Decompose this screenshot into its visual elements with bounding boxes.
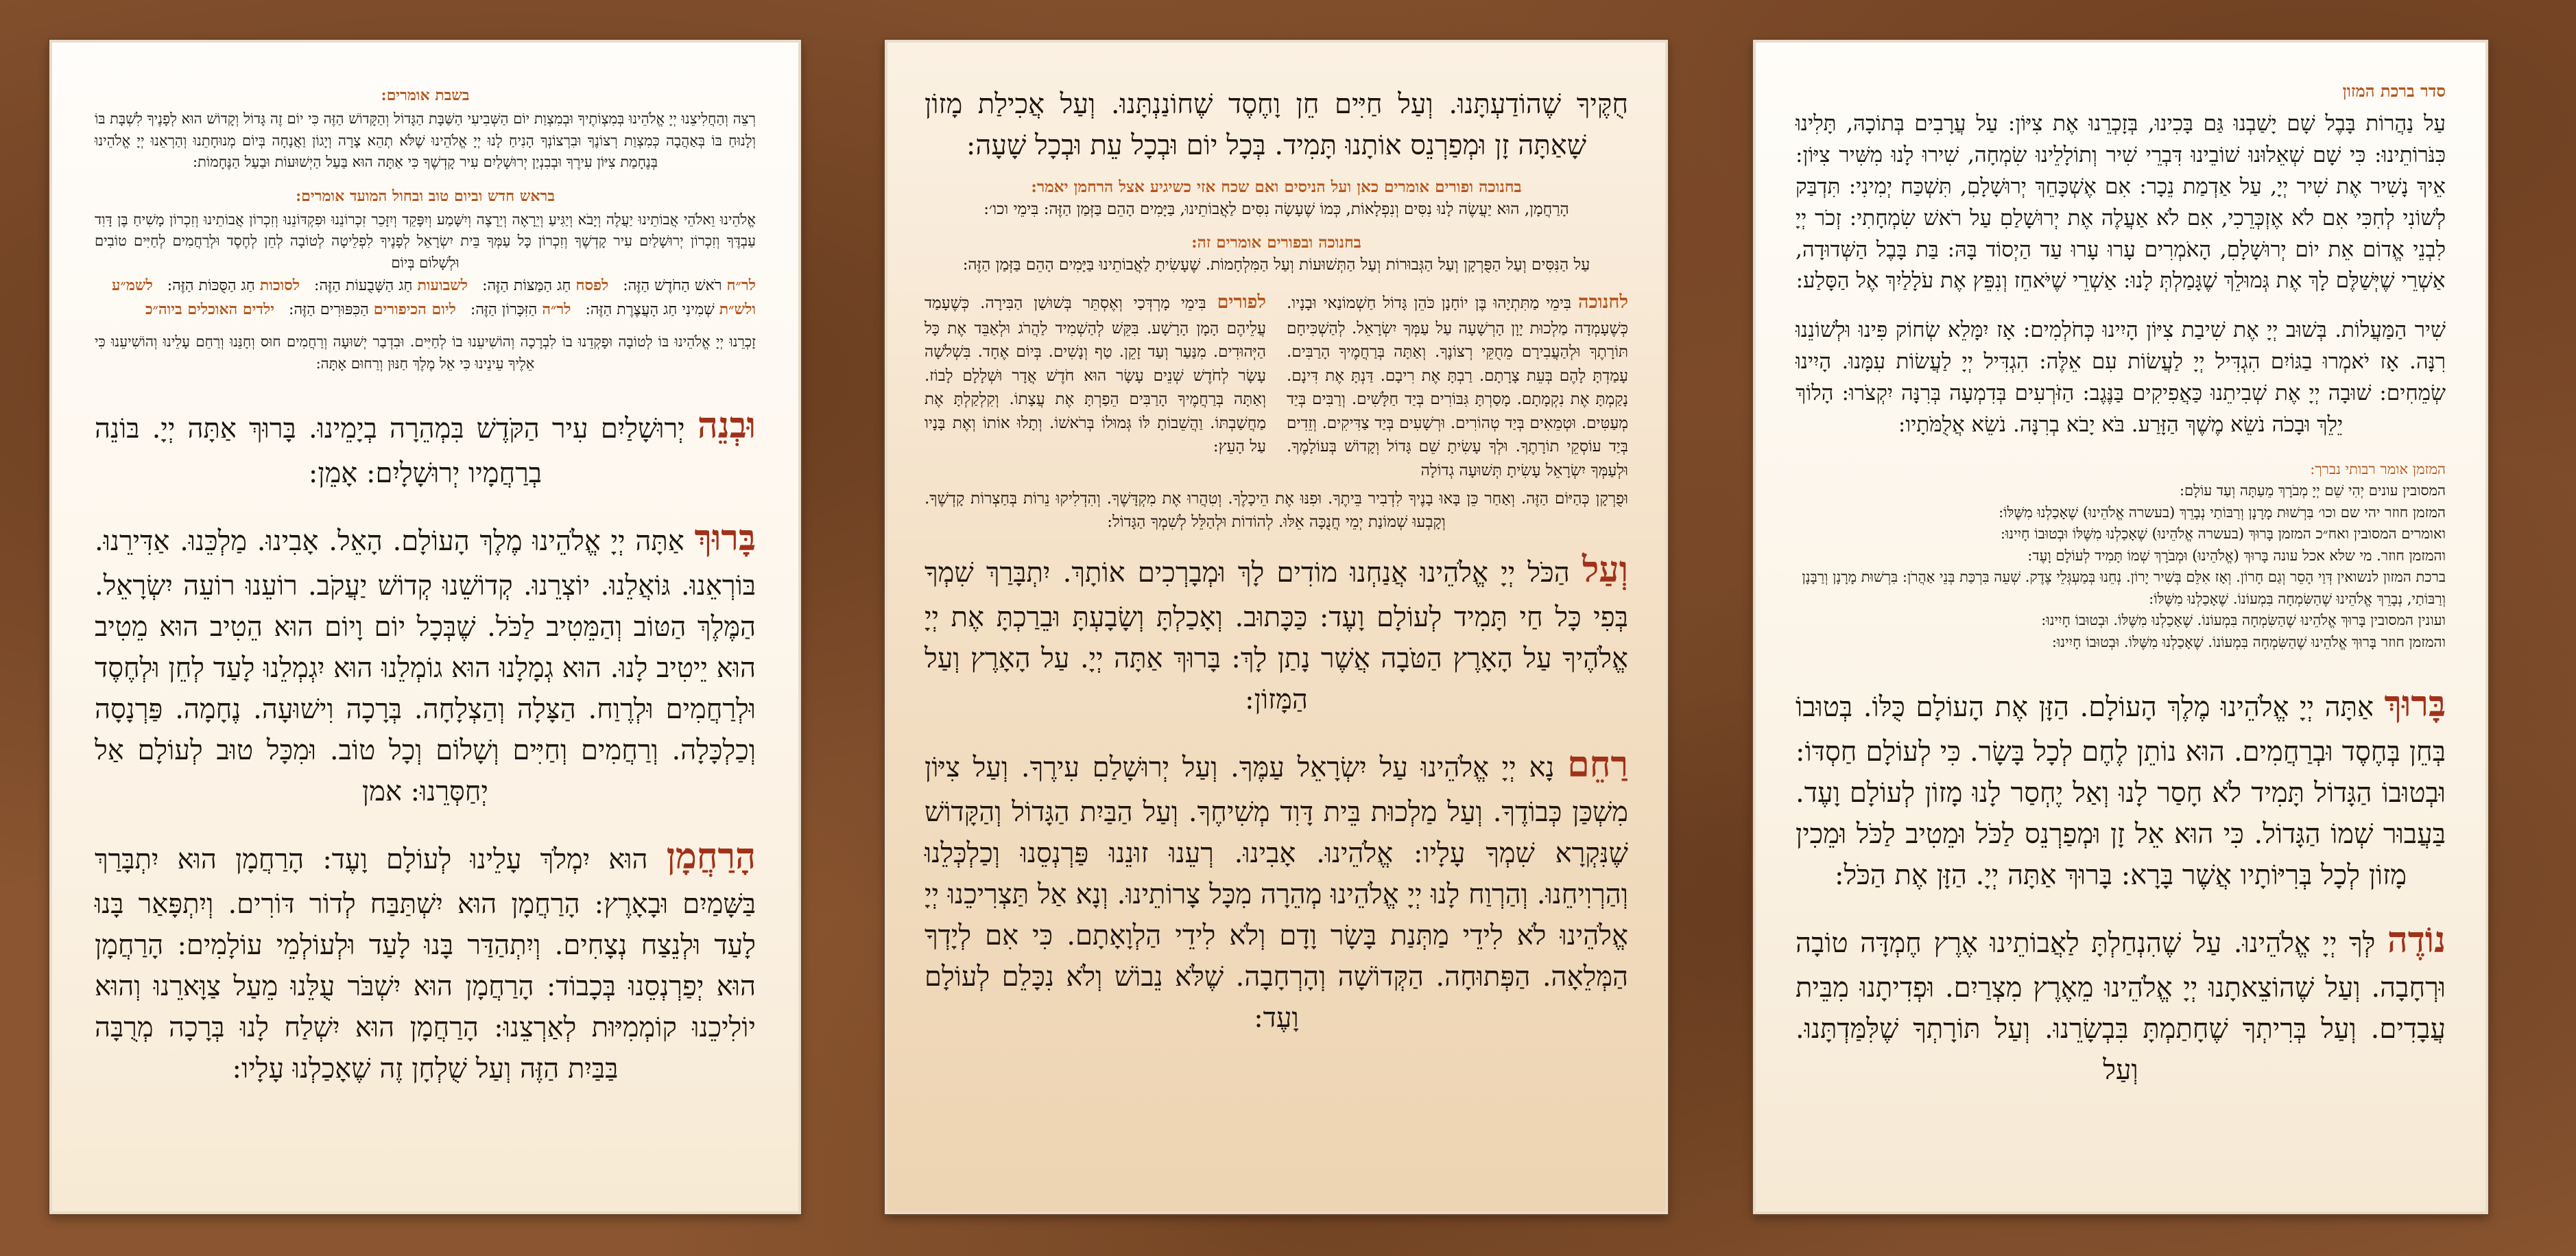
column-label: לחנוכה xyxy=(1577,292,1629,313)
holiday-insertions xyxy=(95,274,756,322)
blessing-lead-word: בָּרוּךְ xyxy=(2384,683,2446,726)
holiday-item: לסוכות חַג הַסֻּכּוֹת הַזֶּה: xyxy=(167,276,300,294)
column-text: בִּימֵי מָרְדְּכַי וְאֶסְתֵּר בְּשׁוּשַׁן הַבִּירָה. כְּשֶׁעָמַד עֲלֵיהֶם הָמָן הָרָשָׁע. בִּקֵּשׁ לְהַשְׁמִיד לַהֲרֹג וּלְאַבֵּד אֶת כָּל הַיְּהוּדִים. מִנַּעַר וְעַד זָקֵן. טַף וְנָשִׁים. בְּיוֹם אֶחָד. בִּשְׁלֹשָׁה עָשָׂר לְחֹדֶשׁ שְׁנֵים עָשָׂר הוּא חֹדֶשׁ אֲדָר וּשְׁלָלָם לָבוֹז. וְאַתָּה בְּרַחֲמֶיךָ הָרַבִּים הֵפַרְתָּ אֶת עֲצָתוֹ. וְקִלְקַלְתָּ אֶת מַחֲשַׁבְתּוֹ. וַהֲשֵׁבוֹתָ לּוֹ גְּמוּלוֹ בְּרֹאשׁוֹ. וְתָלוּ אוֹתוֹ וְאֶת בָּנָיו עַל הָעֵץ: xyxy=(925,294,1266,456)
purim-column xyxy=(925,289,1266,482)
panel-page-1 xyxy=(1753,40,2488,1214)
hazan-blessing xyxy=(1796,678,2446,896)
hatov-vehametiv-blessing xyxy=(95,512,756,812)
al-hanisim-intro: עַל הַנִּסִּים וְעַל הַפֻּרְקָן וְעַל הַגְּבוּרוֹת וְעַל הַתְּשׁוּעוֹת וְעַל הַמִּלְחָמוֹת. שֶׁעָשִׂיתָ לַאֲבוֹתֵינוּ בַּיָּמִים הָהֵם בַּזְּמַן הַזֶּה: xyxy=(962,256,1590,274)
zimun-line: המזמן אומר רבותי נברך: xyxy=(2310,460,2446,477)
column-text: בִּימֵי מַתִּתְיָהוּ בֶּן יוֹחָנָן כֹּהֵן גָּדוֹל חַשְׁמוֹנַאי וּבָנָיו. כְּשֶׁעָמְדָה מַלְכוּת יָוָן הָרְשָׁעָה עַל עַמְּךָ יִשְׂרָאֵל. לְהַשְׁכִּיחָם תּוֹרָתֶךָ וּלְהַעֲבִירָם מֵחֻקֵּי רְצוֹנֶךָ. וְאַתָּה בְּרַחֲמֶיךָ הָרַבִּים. עָמַדְתָּ לָהֶם בְּעֵת צָרָתָם. רַבְתָּ אֶת רִיבָם. דַּנְתָּ אֶת דִּינָם. נָקַמְתָּ אֶת נִקְמָתָם. מָסַרְתָּ גִּבּוֹרִים בְּיַד חַלָּשִׁים. וְרַבִּים בְּיַד מְעַטִּים. וּטְמֵאִים בְּיַד טְהוֹרִים. וּרְשָׁעִים בְּיַד צַדִּיקִים. וְזֵדִים בְּיַד עוֹסְקֵי תוֹרָתֶךָ. וּלְךָ עָשִׂיתָ שֵׁם גָּדוֹל וְקָדוֹשׁ בְּעוֹלָמֶךָ. וּלְעַמְּךָ יִשְׂרָאֵל עָשִׂיתָ תְּשׁוּעָה גְדוֹלָה xyxy=(1287,294,1628,479)
zimun-line: ועונין המסובין בָּרוּךְ אֱלֹהֵינוּ שֶׁהַשִּׂמְחָה בִּמְעוֹנוֹ. שֶׁאָכַלְנוּ מִשֶּׁלּוֹ. וּבְטוּבוֹ חָיִינוּ: xyxy=(2041,612,2446,629)
harachaman-section xyxy=(95,830,756,1089)
column-label: לפורים xyxy=(1217,292,1266,313)
blessing-text: הוּא יִמְלֹךְ עָלֵינוּ לְעוֹלָם וָעֶד: הָרַחֲמָן הוּא יִתְבָּרַךְ בַּשָּׁמַיִם וּבָאָרֶץ: הָרַחֲמָן הוּא יִשְׁתַּבַּח לְדוֹר דּוֹרִים. וְיִתְפָּאַר בָּנוּ לָעַד וּלְנֵצַח נְצָחִים. וְיִתְהַדַּר בָּנוּ לָעַד וּלְעוֹלְמֵי עוֹלָמִים: הָרַחֲמָן הוּא יְפַרְנְסֵנוּ בְּכָבוֹד: הָרַחֲמָן הוּא יִשְׁבֹּר עֻלֵּנוּ מֵעַל צַוָּארֵנוּ וְהוּא יוֹלִיכֵנוּ קוֹמְמִיּוּת לְאַרְצֵנוּ: הָרַחֲמָן הוּא יִשְׁלַח לָנוּ בְּרָכָה מְרֻבָּה בַּבַּיִת הַזֶּה וְעַל שֻׁלְחָן זֶה שֶׁאָכַלְנוּ עָלָיו: xyxy=(95,844,756,1085)
section-heading: בחנוכה ובפורים אומרים זה: xyxy=(1191,233,1361,252)
zimun-line: והמזמן חוזר בָּרוּךְ אֱלֹהֵינוּ שֶׁהַשִּׂמְחָה בִּמְעוֹנוֹ. שֶׁאָכַלְנוּ מִשֶּׁלּוֹ. וּבְטוּבוֹ חָיִינוּ: xyxy=(2051,633,2446,650)
blessing-lead-word: הָרַחֲמָן xyxy=(666,836,756,878)
blessing-lead-word: רַחֵם xyxy=(1567,744,1629,786)
psalm-137: עַל נַהֲרוֹת בָּבֶל שָׁם יָשַׁבְנוּ גַּם בָּכִינוּ, בְּזָכְרֵנוּ אֶת צִיּוֹן: עַל עֲרָבִים בְּתוֹכָהּ, תָּלִינוּ כִּנֹּרוֹתֵינוּ: כִּי שָׁם שְׁאֵלוּנוּ שׁוֹבֵינוּ דִּבְרֵי שִׁיר וְתוֹלָלֵינוּ שִׂמְחָה, שִׁירוּ לָנוּ מִשִּׁיר צִיּוֹן: אֵיךְ נָשִׁיר אֶת שִׁיר יְיָ, עַל אַדְמַת נֵכָר: אִם אֶשְׁכָּחֵךְ יְרוּשָׁלָםִ, תִּשְׁכַּח יְמִינִי: תִּדְבַּק לְשׁוֹנִי לְחִכִּי אִם לֹא אֶזְכְּרֵכִי, אִם לֹא אַעֲלֶה אֶת יְרוּשָׁלַםִ עַל רֹאשׁ שִׂמְחָתִי: זְכֹר יְיָ לִבְנֵי אֱדוֹם אֵת יוֹם יְרוּשָׁלָםִ, הָאֹמְרִים עָרוּ עָרוּ עַד הַיְסוֹד בָּהּ: בַּת בָּבֶל הַשְּׁדוּדָה, אַשְׁרֵי שֶׁיְּשַׁלֶּם לָךְ אֶת גְּמוּלֵךְ שֶׁגָּמַלְתְּ לָנוּ: אַשְׁרֵי שֶׁיֹּאחֵז וְנִפֵּץ אֶת עֹלָלַיִךְ אֶל הַסָּלַע: xyxy=(1796,111,2446,294)
blessing-text: נָא יְיָ אֱלֹהֵינוּ עַל יִשְׂרָאֵל עַמֶּךָ. וְעַל יְרוּשָׁלַםִ עִירֶךָ. וְעַל צִיּוֹן מִשְׁכַּן כְּבוֹדֶךָ. וְעַל מַלְכוּת בֵּית דָּוִד מְשִׁיחֶךָ. וְעַל הַבַּיִת הַגָּדוֹל וְהַקָּדוֹשׁ שֶׁנִּקְרָא שִׁמְךָ עָלָיו: אֱלֹהֵינוּ. אָבִינוּ. רְעֵנוּ זוּנֵנוּ פַּרְנְסֵנוּ וְכַלְכְּלֵנוּ וְהַרְוִיחֵנוּ. וְהַרְוַח לָנוּ יְיָ אֱלֹהֵינוּ מְהֵרָה מִכָּל צָרוֹתֵינוּ. וְנָא אַל תַּצְרִיכֵנוּ יְיָ אֱלֹהֵינוּ לֹא לִידֵי מַתְּנַת בָּשָׂר וָדָם וְלֹא לִידֵי הַלְוָאָתָם. כִּי אִם לְיָדְךָ הַמְּלֵאָה. הַפְּתוּחָה. הַקְּדוֹשָׁה וְהָרְחָבָה. שֶׁלֹּא נֵבוֹשׁ וְלֹא נִכָּלֵם לְעוֹלָם וָעֶד: xyxy=(925,752,1628,1034)
harachaman-nisim: הָרַחֲמָן, הוּא יַעֲשֶׂה לָנוּ נִסִּים וְנִפְלָאוֹת, כְּמוֹ שֶׁעָשָׂה נִסִּים לַאֲבוֹתֵינוּ, בַּיָּמִים הָהֵם בַּזְּמַן הַזֶּה: בִּימֵי וכו׳: xyxy=(983,200,1569,219)
zimun-line: ואומרים המסובין ואח״כ המזמן בָּרוּךְ (בעשרה אֱלֹהֵינוּ) שֶׁאָכַלְנוּ מִשֶּׁלּוֹ וּבְטוּבוֹ חָיִינוּ: xyxy=(2000,525,2446,543)
zimun-section xyxy=(1796,459,2446,654)
zimun-line: המסובין עונים יְהִי שֵׁם יְיָ מְבֹרָךְ מֵעַתָּה וְעַד עוֹלָם: xyxy=(2179,482,2446,499)
zimun-line: המזמן חוזר יהי שם וכו׳ בִּרְשׁוּת מָרָנָן וְרַבּוֹתַי נְבָרֵךְ (בעשרה אֱלֹהֵינוּ) שֶׁאָכַלְנוּ מִשֶּׁלּוֹ: xyxy=(1999,503,2446,521)
blessing-text: יְרוּשָׁלַיִם עִיר הַקֹּדֶשׁ בִּמְהֵרָה בְיָמֵינוּ. בָּרוּךְ אַתָּה יְיָ. בּוֹנֵה בְרַחֲמָיו יְרוּשָׁלָיִם: אָמֵן: xyxy=(95,413,685,490)
holiday-item: ילדים האוכלים ביוה״כ xyxy=(145,300,275,319)
panel-title: סדר ברכת המזון xyxy=(2342,81,2446,101)
holiday-item: לשבועות חַג הַשָּׁבֻעוֹת הַזֶּה: xyxy=(314,276,468,294)
panel-page-2 xyxy=(885,40,1668,1214)
nodeh-continuation: חֻקֶּיךָ שֶׁהוֹדַעְתָּנוּ. וְעַל חַיִּים חֵן וָחֶסֶד שֶׁחוֹנַנְתָּנוּ. וְעַל אֲכִילַת מָזוֹן שָׁאַתָּה זָן וּמְפַרְנֵס אוֹתָנוּ תָּמִיד. בְּכָל יוֹם וּבְכָל עֵת וּבְכָל שָׁעָה: xyxy=(925,88,1628,161)
holiday-item: לפסח חַג הַמַּצּוֹת הַזֶּה: xyxy=(482,276,609,294)
section-heading: בשבת אומרים: xyxy=(381,86,470,104)
rachem-blessing xyxy=(925,738,1628,1039)
chanukah-column xyxy=(1287,289,1628,482)
blessing-text: אַתָּה יְיָ אֱלֹהֵינוּ מֶלֶךְ הָעוֹלָם. הַזָּן אֶת הָעוֹלָם כֻּלּוֹ. בְּטוּבוֹ בְּחֵן בְּחֶסֶד וּבְרַחֲמִים. הוּא נוֹתֵן לֶחֶם לְכָל בָּשָׂר. כִּי לְעוֹלָם חַסְדּוֹ: וּבְטוּבוֹ הַגָּדוֹל תָּמִיד לֹא חָסַר לָנוּ וְאַל יֶחְסַר לָנוּ מָזוֹן לְעוֹלָם וָעֶד. בַּעֲבוּר שְׁמוֹ הַגָּדוֹל. כִּי הוּא אֵל זָן וּמְפַרְנֵס לַכֹּל וּמֵטִיב לַכֹּל וּמֵכִין מָזוֹן לְכָל בְּרִיּוֹתָיו אֲשֶׁר בָּרָא: בָּרוּךְ אַתָּה יְיָ. הַזָּן אֶת הַכֹּל: xyxy=(1796,691,2446,892)
zochrenu-paragraph: זָכְרֵנוּ יְיָ אֱלֹהֵינוּ בּוֹ לְטוֹבָה וּפָקְדֵנוּ בוֹ לִבְרָכָה וְהוֹשִׁיעֵנוּ בוֹ לְחַיִּים. וּבִדְבַר יְשׁוּעָה וְרַחֲמִים חוּס וְחָנֵּנוּ וְרַחֵם עָלֵינוּ וְהוֹשִׁיעֵנוּ כִּי אֵלֶיךָ עֵינֵינוּ כִּי אֵל מֶלֶךְ חַנּוּן וְרַחוּם אָתָּה: xyxy=(95,333,756,372)
holiday-item: לר״ח רֹאשׁ הַחֹדֶשׁ הַזֶּה: xyxy=(623,276,756,294)
blessing-lead-word: בָּרוּךְ xyxy=(694,517,756,560)
blessing-lead-word: נוֹדֶה xyxy=(2387,919,2446,962)
zimun-line: והמזמן חוזר. מי שלא אכל עונה בָּרוּךְ (אֱלֹהֵינוּ) וּמְבֹרָךְ שְׁמוֹ תָּמִיד לְעוֹלָם וָעֶד: xyxy=(2027,547,2446,564)
blessing-text: אַתָּה יְיָ אֱלֹהֵינוּ מֶלֶךְ הָעוֹלָם. הָאֵל. אָבִינוּ. מַלְכֵּנוּ. אַדִּירֵנוּ. בּוֹרְאֵנוּ. גּוֹאֲלֵנוּ. יוֹצְרֵנוּ. קְדוֹשֵׁנוּ קְדוֹשׁ יַעֲקֹב. רוֹעֵנוּ רוֹעֵה יִשְׂרָאֵל. הַמֶּלֶךְ הַטּוֹב וְהַמֵּטִיב לַכֹּל. שֶׁבְּכָל יוֹם וָיוֹם הוּא הֵטִיב הוּא מֵטִיב הוּא יֵיטִיב לָנוּ. הוּא גְמָלָנוּ הוּא גוֹמְלֵנוּ הוּא יִגְמְלֵנוּ לָעַד לְחֵן וּלְחֶסֶד וּלְרַחֲמִים וּלְרֶוַח. הַצָּלָה וְהַצְלָחָה. בְּרָכָה וִישׁוּעָה. נֶחָמָה. פַּרְנָסָה וְכַלְכָּלָה. וְרַחֲמִים וְחַיִּים וְשָׁלוֹם וְכָל טוֹב. וּמִכָּל טוּב לְעוֹלָם אַל יְחַסְּרֵנוּ: אמן xyxy=(95,525,756,808)
nodeh-blessing xyxy=(1796,914,2446,1091)
blessing-text: לְּךָ יְיָ אֱלֹהֵינוּ. עַל שֶׁהִנְחַלְתָּ לַאֲבוֹתֵינוּ אֶרֶץ חֶמְדָּה טוֹבָה וּרְחָבָה. וְעַל שֶׁהוֹצֵאתָנוּ יְיָ אֱלֹהֵינוּ מֵאֶרֶץ מִצְרַיִם. וּפְדִיתָנוּ מִבֵּית עֲבָדִים. וְעַל בְּרִיתְךָ שֶׁחָתַמְתָּ בִּבְשָׂרֵנוּ. וְעַל תּוֹרָתְךָ שֶׁלִּמַּדְתָּנוּ. וְעַל xyxy=(1796,927,2446,1087)
uvneh-blessing xyxy=(95,399,756,494)
veal-hakol-blessing xyxy=(925,543,1628,720)
blessing-lead-word: וְעַל xyxy=(1582,549,1628,591)
al-hanisim-columns xyxy=(925,289,1628,482)
zimun-line: ברכת המזון לנשואין דְּוַי הָסֵר וְגַם חָרוֹן. וְאָז אִלֵּם בְּשִׁיר יָרוֹן. נְחֵנוּ בְּמַעְגְּלֵי צֶדֶק. שְׁעֵה בִּרְכַּת בְּנֵי אַהֲרֹן: בִּרְשׁוּת מָרָנָן וְרַבָּנָן וְרַבּוֹתַי, נְבָרֵךְ אֱלֹהֵינוּ שֶׁהַשִּׂמְחָה בִּמְעוֹנוֹ. שֶׁאָכַלְנוּ מִשֶּׁלּוֹ: xyxy=(1802,569,2446,607)
section-heading: בראש חדש וביום טוב ובחול המועד אומרים: xyxy=(296,187,555,205)
section-heading: בחנוכה ופורים אומרים כאן ועל הניסים ואם שכח אזי כשיגיע אצל הרחמן יאמר: xyxy=(1031,178,1522,196)
retzeh-paragraph: רְצֵה וְהַחֲלִיצֵנוּ יְיָ אֱלֹהֵינוּ בְּמִצְוֹתֶיךָ וּבְמִצְוַת יוֹם הַשְּׁבִיעִי הַשַּׁבָּת הַגָּדוֹל וְהַקָּדוֹשׁ הַזֶּה כִּי יוֹם זֶה גָּדוֹל וְקָדוֹשׁ הוּא לְפָנֶיךָ לִשְׁבָּת בּוֹ וְלָנוּחַ בּוֹ בְּאַהֲבָה כְּמִצְוַת רְצוֹנֶךָ וּבִרְצוֹנְךָ הָנִיחַ לָנוּ יְיָ אֱלֹהֵינוּ שֶׁלֹּא תְהֵא צָרָה וְיָגוֹן וַאֲנָחָה בְּיוֹם מְנוּחָתֵנוּ וְהַרְאֵנוּ יְיָ אֱלֹהֵינוּ בְּנֶחָמַת צִיּוֹן עִירֶךָ וּבְבִנְיַן יְרוּשָׁלַיִם עִיר קָדְשֶׁךָ כִּי אַתָּה הוּא בַּעַל הַיְשׁוּעוֹת וּבַעַל הַנֶּחָמוֹת: xyxy=(95,110,756,170)
holiday-item: לשמ״ע ולש״ת שְׁמִינִי חַג הָעֲצֶרֶת הַזֶּה: xyxy=(112,276,756,319)
holiday-item: לר״ה הַזִּכָּרוֹן הַזֶּה: xyxy=(470,300,571,319)
psalm-126: שִׁיר הַמַּעֲלוֹת. בְּשׁוּב יְיָ אֶת שִׁיבַת צִיּוֹן הָיִינוּ כְּחֹלְמִים: אָז יִמָּלֵא שְׂחוֹק פִּינוּ וּלְשׁוֹנֵנוּ רִנָּה. אָז יֹאמְרוּ בַגּוֹיִם הִגְדִּיל יְיָ לַעֲשׂוֹת עִם אֵלֶּה: הִגְדִּיל יְיָ לַעֲשׂוֹת עִמָּנוּ. הָיִינוּ שְׂמֵחִים: שׁוּבָה יְיָ אֶת שְׁבִיתֵנוּ כַּאֲפִיקִים בַּנֶּגֶב: הַזֹּרְעִים בְּדִמְעָה בְּרִנָּה יִקְצֹרוּ: הָלוֹךְ יֵלֵךְ וּבָכֹה נֹשֵׂא מֶשֶׁךְ הַזָּרַע. בֹּא יָבֹא בְרִנָּה. נֹשֵׂא אֲלֻמֹּתָיו: xyxy=(1796,318,2446,437)
yaaleh-veyavo-paragraph: אֱלֹהֵינוּ וֵאלֹהֵי אֲבוֹתֵינוּ יַעֲלֶה וְיָבֹא וְיַגִּיעַ וְיֵרָאֶה וְיֵרָצֶה וְיִשָּׁמַע וְיִפָּקֵד וְיִזָּכֵר זִכְרוֹנֵנוּ וּפִקְדּוֹנֵנוּ וְזִכְרוֹן אֲבוֹתֵינוּ וְזִכְרוֹן מָשִׁיחַ בֶּן דָּוִד עַבְדֶּךָ וְזִכְרוֹן יְרוּשָׁלַיִם עִיר קָדְשֶׁךָ וְזִכְרוֹן כָּל עַמְּךָ בֵּית יִשְׂרָאֵל לְפָנֶיךָ לִפְלֵיטָה לְטוֹבָה לְחֵן לְחֶסֶד וּלְרַחֲמִים לְחַיִּים טוֹבִים וּלְשָׁלוֹם בְּיוֹם xyxy=(95,211,756,271)
blessing-text: הַכֹּל יְיָ אֱלֹהֵינוּ אֲנַחְנוּ מוֹדִים לָךְ וּמְבָרְכִים אוֹתָךְ. יִתְבָּרַךְ שִׁמְךָ בְּפִי כָּל חַי תָּמִיד לְעוֹלָם וָעֶד: כַּכָּתוּב. וְאָכַלְתָּ וְשָׂבָעְתָּ וּבֵרַכְתָּ אֶת יְיָ אֱלֹהֶיךָ עַל הָאָרֶץ הַטֹּבָה אֲשֶׁר נָתַן לָךְ: בָּרוּךְ אַתָּה יְיָ. עַל הָאָרֶץ וְעַל הַמָּזוֹן: xyxy=(925,557,1629,716)
blessing-lead-word: וּבְנֵה xyxy=(697,405,756,447)
panel-page-3 xyxy=(49,40,801,1214)
holiday-item: ליום הכיפורים הַכִּפּוּרִים הַזֶּה: xyxy=(289,300,456,319)
chanukah-conclusion: וּפֻרְקָן כְּהַיּוֹם הַזֶּה. וְאַחַר כֵּן בָּאוּ בָנֶיךָ לִדְבִיר בֵּיתֶךָ. וּפִנּוּ אֶת הֵיכָלֶךָ. וְטִהֲרוּ אֶת מִקְדָּשֶׁךָ. וְהִדְלִיקוּ נֵרוֹת בְּחַצְרוֹת קָדְשֶׁךָ. וְקָבְעוּ שְׁמוֹנַת יְמֵי חֲנֻכָּה אֵלּוּ. לְהוֹדוֹת וּלְהַלֵּל לְשִׁמְךָ הַגָּדוֹל: xyxy=(925,490,1628,531)
